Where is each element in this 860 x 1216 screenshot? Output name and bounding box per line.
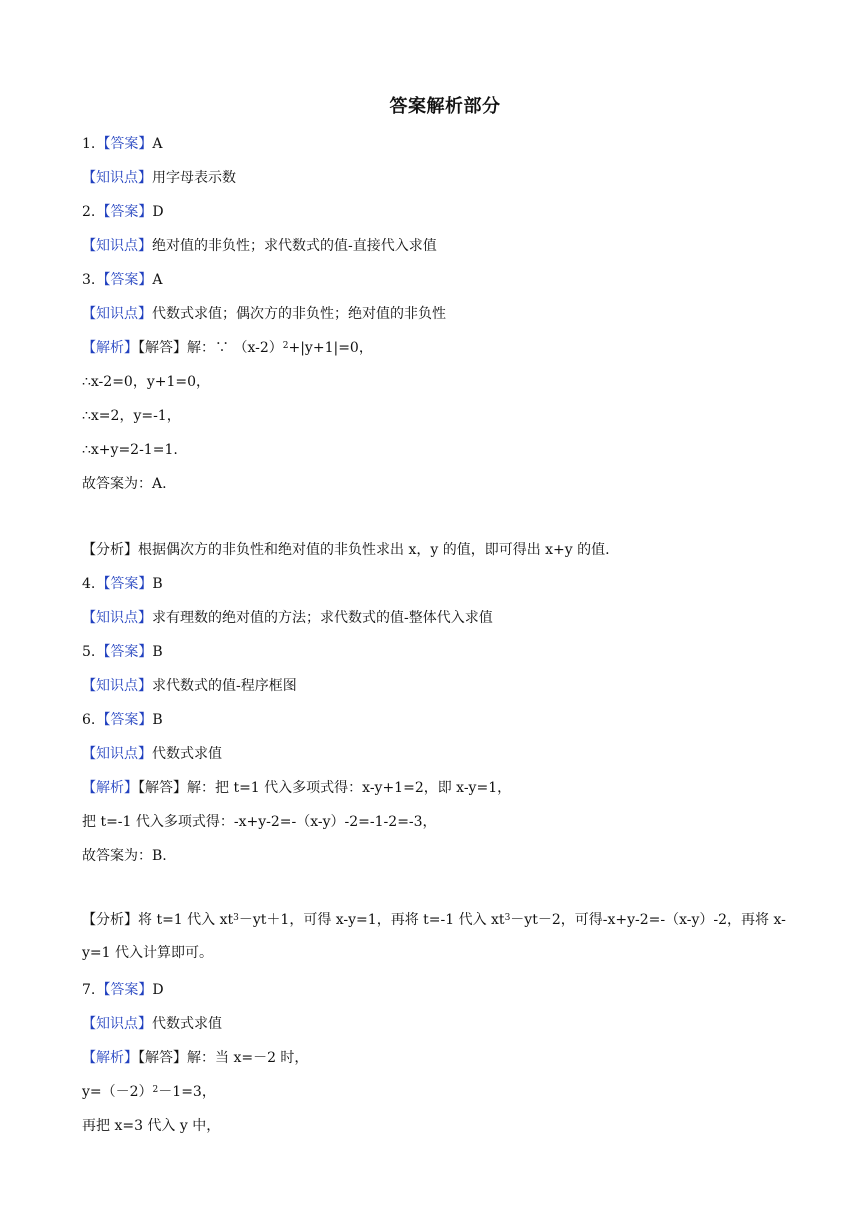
q3-analysis-line	[82, 540, 610, 560]
q5-answer-line	[82, 642, 163, 662]
q1-answer-line	[82, 134, 162, 154]
q3-step-3: ∴x=2，y=-1，	[82, 408, 181, 424]
q5-number: 5.	[82, 644, 96, 660]
q1-knowledge-line	[82, 168, 236, 188]
analysis-tag: 【解析】	[82, 1050, 138, 1066]
analysis-tag: 【解析】	[82, 780, 138, 796]
q3-solution-line	[82, 338, 373, 358]
q7-number: 7.	[82, 982, 96, 998]
knowledge-tag: 【知识点】	[82, 170, 152, 186]
q5-answer: B	[152, 644, 163, 660]
q3-step-4: ∴x+y=2-1=1.	[82, 442, 178, 458]
answer-tag: 【答案】	[96, 982, 153, 998]
q6-solution-line	[82, 778, 511, 798]
q3-knowledge-line	[82, 304, 446, 324]
q2-knowledge: 绝对值的非负性；求代数式的值-直接代入求值	[152, 238, 437, 254]
q5-knowledge-line	[82, 676, 297, 696]
analysis-tag: 【解析】	[82, 340, 138, 356]
q5-knowledge: 求代数式的值-程序框图	[152, 678, 297, 694]
solution-tag: 【解答】	[138, 340, 187, 356]
knowledge-tag: 【知识点】	[82, 610, 152, 626]
q7-solution-line	[82, 1048, 308, 1068]
fenxi-tag: 【分析】	[82, 542, 138, 558]
q3-knowledge: 代数式求值；偶次方的非负性；绝对值的非负性	[152, 306, 446, 322]
page-title: 答案解析部分	[389, 96, 501, 117]
q3-answer-line	[82, 270, 162, 290]
knowledge-tag: 【知识点】	[82, 678, 152, 694]
answer-tag: 【答案】	[96, 712, 153, 728]
q3-step-2: ∴x-2=0，y+1=0，	[82, 374, 211, 390]
q3-solution-sup: 2	[282, 341, 289, 351]
q3-solution-post: +|y+1|=0，	[288, 340, 373, 356]
answer-tag: 【答案】	[96, 136, 153, 152]
q6-analysis-a2: －yt＋1，可得 x-y=1，再将 t=-1 代入 xt	[238, 912, 505, 928]
q1-knowledge: 用字母表示数	[152, 170, 236, 186]
q4-answer-line	[82, 574, 163, 594]
q3-conclusion: 故答案为：A.	[82, 476, 167, 492]
q1-number: 1.	[82, 136, 96, 152]
solution-tag: 【解答】	[138, 780, 187, 796]
q3-answer: A	[152, 272, 163, 288]
q6-conclusion: 故答案为：B.	[82, 848, 167, 864]
fenxi-tag: 【分析】	[82, 912, 138, 928]
q7-answer-line	[82, 980, 164, 1000]
q6-knowledge-line	[82, 744, 222, 764]
q2-number: 2.	[82, 204, 96, 220]
knowledge-tag: 【知识点】	[82, 238, 152, 254]
q6-number: 6.	[82, 712, 96, 728]
answer-tag: 【答案】	[96, 644, 153, 660]
q7-step-2-sup: 2	[152, 1085, 159, 1095]
q6-knowledge: 代数式求值	[152, 746, 222, 762]
solution-tag: 【解答】	[138, 1050, 187, 1066]
q6-analysis-sup1: 3	[233, 913, 239, 923]
q7-answer: D	[152, 982, 164, 998]
q6-analysis-a1: 将 t=1 代入 xt	[138, 912, 234, 928]
q4-knowledge-line	[82, 608, 493, 628]
answer-tag: 【答案】	[96, 204, 153, 220]
answer-tag: 【答案】	[96, 576, 153, 592]
knowledge-tag: 【知识点】	[82, 1016, 152, 1032]
q6-answer: B	[152, 712, 163, 728]
q3-solution-pre: 解：∵ （x-2）	[187, 340, 283, 356]
q2-answer-line	[82, 202, 164, 222]
knowledge-tag: 【知识点】	[82, 746, 152, 762]
q6-analysis-a3: －yt－2，可得-x+y-2=-（x-y）-2，再将 x-y=1 代入计算即可。	[82, 912, 786, 961]
q4-knowledge: 求有理数的绝对值的方法；求代数式的值-整体代入求值	[152, 610, 493, 626]
q6-step-2: 把 t=-1 代入多项式得：-x+y-2=-（x-y）-2=-1-2=-3，	[82, 814, 437, 830]
q7-knowledge: 代数式求值	[152, 1016, 222, 1032]
q7-solution: 解：当 x=－2 时，	[187, 1050, 309, 1066]
q7-step-2-post: －1=3，	[158, 1084, 216, 1100]
q2-answer: D	[152, 204, 164, 220]
q6-answer-line	[82, 710, 163, 730]
q7-step-3: 再把 x=3 代入 y 中，	[82, 1118, 221, 1134]
q2-knowledge-line	[82, 236, 437, 256]
q6-analysis-paragraph	[82, 904, 812, 970]
q6-analysis-sup2: 3	[504, 913, 511, 923]
q7-step-2	[82, 1082, 216, 1102]
q1-answer: A	[152, 136, 163, 152]
q7-knowledge-line	[82, 1014, 222, 1034]
answer-tag: 【答案】	[96, 272, 153, 288]
q7-step-2-pre: y=（－2）	[82, 1084, 153, 1100]
q4-answer: B	[152, 576, 163, 592]
q4-number: 4.	[82, 576, 96, 592]
q3-analysis: 根据偶次方的非负性和绝对值的非负性求出 x，y 的值，即可得出 x+y 的值.	[138, 542, 610, 558]
knowledge-tag: 【知识点】	[82, 306, 152, 322]
q3-number: 3.	[82, 272, 96, 288]
q6-solution: 解：把 t=1 代入多项式得：x-y+1=2，即 x-y=1，	[187, 780, 512, 796]
